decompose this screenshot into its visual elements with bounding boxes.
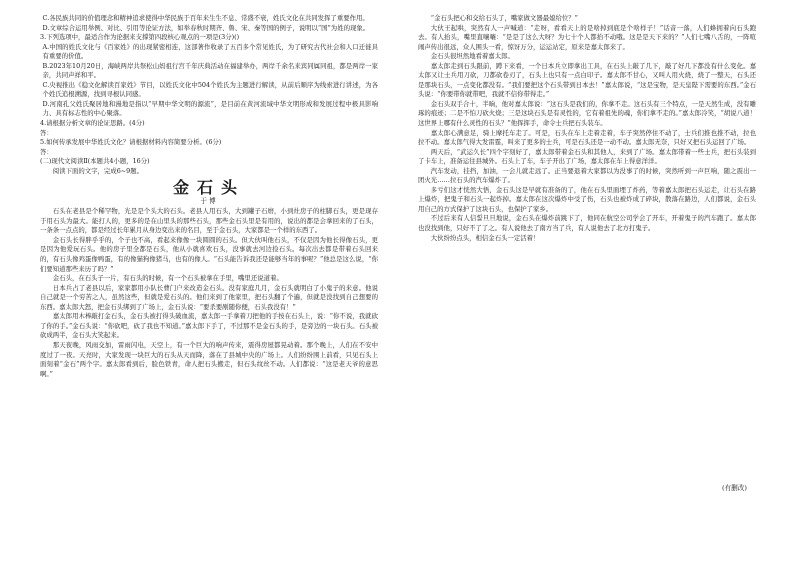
story-paragraph: 多亏们这才恍然大悟，金石头这是早就有准备的了，他在石头里面埋了炸药，等着嘉太郎把石头运走，让石头在路上爆炸，把鬼子和石头一起炸掉。嘉太郎在这次爆炸中受了伤，石头也被炸成了碎块，散落在路边，人们都说，金石头用自己的方式保护了这块石头，也保护了家乡。: [418, 185, 756, 213]
section-header: (二)现代文阅读Ⅱ(本题共4小题，16分): [40, 157, 150, 166]
q3-option-c: C.央视推出《稳文化解读百家姓》节目，以姓氏文化中504个姓氏为主题进行解读，从前后顺序为线索进行讲述，为各个姓氏追根溯源，找到寻根认同感。: [42, 80, 378, 99]
story-paragraph: 嘉太郎走到石头跟前，蹲下来看，一个日本兵立即拿出工具，在石头上敲了几下，敲了好几下都没有什么变化。嘉太郎又让士兵用刀砍，刀都砍卷刃了，石头上也只有一点白印子。嘉太郎不甘心，又叫人用火烧，烧了一整天，石头还是那块石头，一点变化都没有。“我们要把这个石头带到日本去！”嘉太郎说，“这是宝物，是天皇陛下需要的东西。”金石头说：“你要带你就带吧，我就不信你带得走。”: [418, 61, 756, 99]
story-paragraph: 大伙纷纷点头，相信金石头一定活着！: [430, 233, 540, 242]
story-paragraph: 金石头长得胖乎乎的，个子也不高，看起来像像一块圆圆的石头。但大伙叫他石头，不仅是因为他长得像石头，更是因为他爱玩石头。他的房子里全都是石头，他从小就喜欢石头，没事就去河边捡石头。每次出去都是带着石头回来的，有石头像鸡蛋像鸭蛋，有的像猫狗像猪马，也有的像人。“石头能告诉我还是能够当年的事呢？”他总是这么说，“你们要知道那些来历了吗？”: [40, 235, 378, 273]
question-4-answer: 答：: [40, 128, 53, 137]
story-paragraph: 金石头，在石头子一片，有石头的时候，有一个石头被拿在手里，嘴里还说道着。: [52, 274, 283, 283]
question-3: 3.下列选项中，最适合作为论据来支撑第四段核心观点的一项是(3分)(): [40, 33, 240, 42]
story-paragraph: 金石头双手合十，半晌，他对嘉太郎说：“这石头是我们的，你拿不走。这石头有三个特点，一是天然生成，没有雕琢的痕迹；二是不怕刀砍火烧；三是这块石头是有灵性的，它有着祖先的魂，你们拿不走的。”嘉太郎冷笑，“胡说八道！这世界上哪有什么灵性的石头？”他挥挥手，命令士兵把石头装车。: [418, 99, 756, 128]
story-paragraph: 两天后，“武运久长”四个字刻好了，嘉太郎带着金石头和其他人，来到了广场。嘉太郎带着一些士兵，把石头装到了卡车上，准备运往县城外。石头上了车，车子开出了广场，嘉太郎在车上得意洋洋。: [418, 147, 756, 166]
option-d: D.文章综合运用举例、对比、引用等论证方法，如举春秋时期齐、鲁、宋、秦等国的例子，说明以“国”为姓的现象。: [42, 23, 370, 32]
option-c: C.各民族共同的价值理念和精神追求使得中华民族于百年来生生不息、常盛不衰，姓氏文化在共同发挥了重要作用。: [42, 14, 369, 22]
story-paragraph: 嘉太郎用木棒敲打金石头，金石头被打得头破血流，嘉太郎一手拿着刀把他的手按在石头上，说：“你不说，我就砍了你的手。”金石头说：“你砍吧，砍了我也不知道。”嘉太郎下手了，不过那不是金石头的手，是旁边的一块石头。石头被砍成两半，金石头大笑起来。: [40, 312, 378, 340]
story-paragraph: 石头在老县是个稀罕物，光是是个头大的石头。老县人用石头，大到罐子石磨，小到灶房子的柱脚石头，更是现存于用石头为最大。能打人的，更多的是在山里头的那些石头，那些金石头里是有用的，说出的都是会拿回来的了石头，一条条一点点的，都是经过长年累月从身边变出来的名目，至于金石头，大家都是一个样的东西了。: [40, 207, 378, 235]
story-paragraph: 不过后来有人信誓旦旦地说，金石头在爆炸前跳下了，他同在航空公司学会了开车，开着鬼子的汽车跑了。嘉太郎也没找到他，只好不了了之。有人说他去了南方当了兵，有人说他去了北方打鬼子。: [418, 214, 756, 233]
story-paragraph: 汽车发动，挂挡，加油，一会儿就走远了。正当要退着大家都以为没事了的时候，突然听到一声巨响，随之震出一团火光……拉石头的汽车爆炸了。: [418, 166, 756, 185]
story-paragraph: 大伙王起哄，突然有人一声喊道：“走呀，看看天上的是啥掉到底是个啥样子！”话音一落，人们蜂拥着向石头跑去。有人抬头，嘴里直嚷嚷：“是是了这么大呀？为七十个人都抬不动哦。这是是天下来的？”人们七嘴八舌的，一阵喧闹声传出很远，众人围头一看，惊讶万分，运运站定，原来是嘉太郎来了。: [418, 23, 756, 51]
q3-option-d: D.河南孔父姓氏聚居地和漫地是指以“早期中华文明的源流”，是目前在黄河流域中华文明形成和发展过程中极具影响力、具有标志性的中心聚落。: [42, 99, 378, 118]
story-paragraph: 嘉太郎心满意足，骑上摩托车走了。可是，石头在车上走着走着，车子突然停住不动了，士兵们推也推不动，拉也拉不动。嘉太郎气得大发雷霆，叫来了更多的士兵，可是石头还是一动不动。嘉太郎无奈，只好又把石头运回了广场。: [418, 128, 756, 147]
question-5-answer: 答：: [40, 147, 53, 156]
story-paragraph: 那天夜晚，风雨交加，雷雨闪电，天空上，有一个巨大的响声传来，震得房屋都晃动着。那个晚上，人们在不安中度过了一夜。天亮时，大家发现一块巨大的石头从天而降，落在了县城中央的广场上。人们纷纷围上前看，只见石头上面刻着“金石”两个字。嘉太郎看到后，脸色铁青，命人把石头搬走，但石头纹丝不动。人们都说：“这是老天爷的意思啊。”: [40, 340, 378, 378]
story-title: 金石头: [172, 178, 245, 198]
story-author: 于博: [200, 197, 218, 206]
q3-option-b: B.2023年10月20日，海峡两岸共祭松山妈祖行宫千年庆典活动在福建举办，两岸千余名来宾同属同祖，都是两岸一家亲，共同声祥和平。: [42, 61, 378, 80]
left-column: [40, 14, 378, 379]
source-note: (有删改): [722, 484, 747, 492]
story-paragraph: “金石头把心和交给石头了，嘴家做文器最媳给位？”: [430, 14, 578, 22]
question-5: 5.如何传承发展中华姓氏文化？请根据材料内容简要分析。(6分): [40, 138, 222, 147]
q3-option-a: A.中国的姓氏文化与《百家姓》的出现紧密相连，这部著作收录了五百多个常见姓氏，为了研究古代社会和人口迁徙具有重要的价值。: [42, 42, 378, 61]
story-paragraph: 金石头很坦然地看着嘉太郎。: [430, 52, 514, 61]
story-paragraph: 日本兵占了老县以后，家家都用小队长曹门户来改造金石头。没有家庭几月，金石头就明白了小鬼子的来意。他说自己就是一个穷苦之人，虽然这些，但就是爱石头的。他们来到了他家里，把石头翻了个遍，但就是没找到自己想要的东西。嘉太郎大怒，把金石头绑到了广场上，金石头说：“要杀要剐随你便，石头我没有！”: [40, 283, 378, 311]
right-column: [418, 14, 756, 243]
question-4: 4.请根据分析文章的论证思路。(4分): [40, 119, 145, 128]
section-intro: 阅读下面的文字，完成6~9题。: [52, 166, 143, 175]
